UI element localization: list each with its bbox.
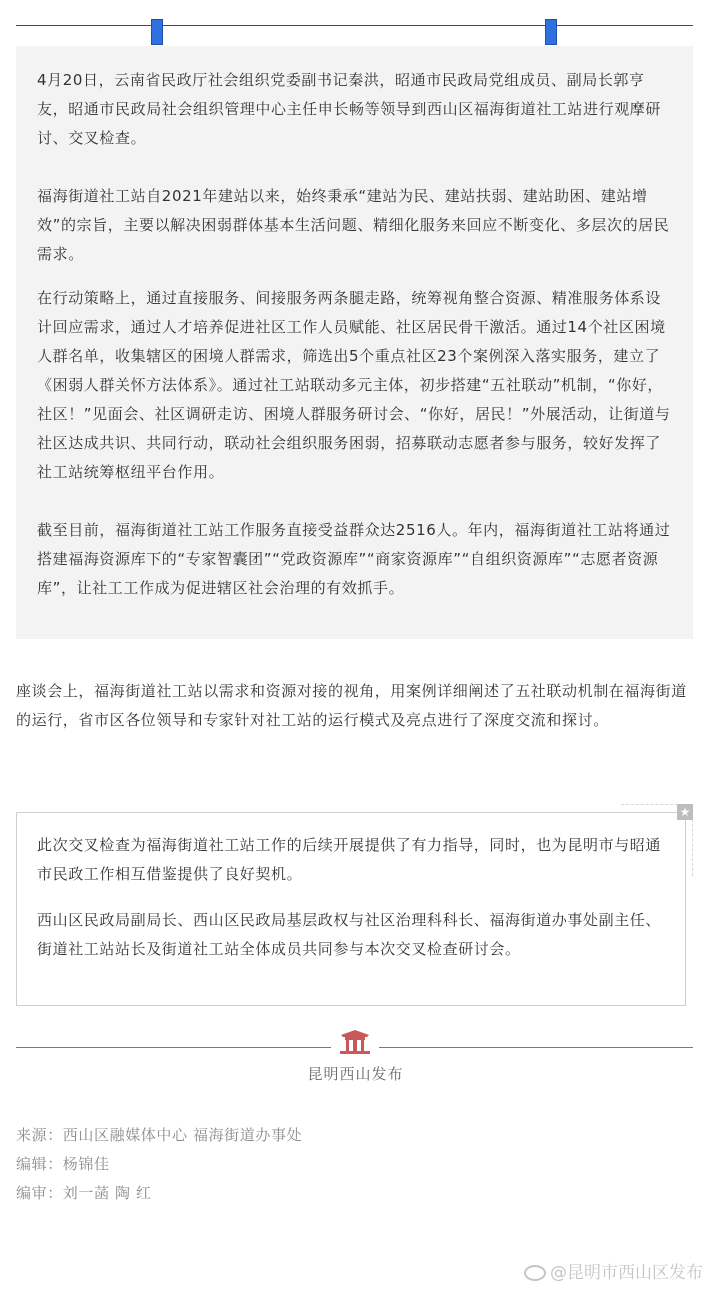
paragraph-results: 截至目前，福海街道社工站工作服务直接受益群众达2516人。年内，福海街道社工站将通过搭建福海资源库下的“专家智囊团”“党政资源库”“商家资源库”“自组织资源库”“志愿者资源库”，让社工工作成为促进辖区社会治理的有效抓手。 bbox=[37, 521, 671, 597]
paragraph-strategy: 在行动策略上，通过直接服务、间接服务两条腿走路，统筹视角整合资源、精准服务体系设计回应需求，通过人才培养促进社区工作人员赋能、社区居民骨干激活。通过14个社区困境人群名单，收集辖区的困境人群需求，筛选出5个重点社区23个案例深入落实服务，建立了《困弱人群关怀方法体系》。通过社工站联动多元主体，初步搭建“五社联动”机制，“你好，社区！”见面会、社区调研走访、困境人群服务研讨会、“你好，居民！”外展活动，让街道与社区达成共识、共同行动，联动社会组织服务困弱，招募联动志愿者参与服务，较好发挥了社工站统筹枢纽平台作用。 bbox=[37, 289, 671, 481]
summary-box bbox=[16, 812, 686, 1006]
paragraph-visit: 4月20日，云南省民政厅社会组织党委副书记秦洪，昭通市民政局党组成员、副局长郭亨友，昭通市民政局社会组织管理中心主任申长畅等领导到西山区福海街道社工站进行观摩研讨、交叉检查。 bbox=[37, 71, 662, 147]
highlight-box bbox=[16, 46, 693, 639]
left-marker bbox=[151, 19, 163, 45]
pavilion-logo-icon bbox=[337, 1029, 373, 1057]
weibo-watermark bbox=[524, 1258, 703, 1283]
star-icon: ★ bbox=[677, 804, 693, 820]
weibo-icon bbox=[524, 1265, 546, 1281]
paragraph-attendees: 西山区民政局副局长、西山区民政局基层政权与社区治理科科长、福海街道办事处副主任、街道社工站站长及街道社工站全体成员共同参与本次交叉检查研讨会。 bbox=[37, 911, 662, 958]
watermark-text: @昆明市西山区发布 bbox=[550, 1263, 703, 1283]
paragraph-guidance: 此次交叉检查为福海街道社工站工作的后续开展提供了有力指导，同时，也为昆明市与昭通市民政工作相互借鉴提供了良好契机。 bbox=[37, 836, 662, 883]
paragraph-symposium: 座谈会上，福海街道社工站以需求和资源对接的视角，用案例详细阐述了五社联动机制在福海街道的运行，省市区各位领导和专家针对社工站的运行模式及亮点进行了深度交流和探讨。 bbox=[16, 682, 687, 729]
credit-editor: 编辑：杨锦佳 bbox=[16, 1155, 110, 1173]
credit-reviewer: 编审：刘一菡 陶 红 bbox=[16, 1184, 152, 1202]
right-red-divider bbox=[379, 1047, 693, 1048]
brand-name: 昆明西山发布 bbox=[307, 1065, 404, 1083]
paragraph-station-intro: 福海街道社工站自2021年建站以来，始终秉承“建站为民、建站扶弱、建站助困、建站增效”的宗旨，主要以解决困弱群体基本生活问题、精细化服务来回应不断变化、多层次的居民需求。 bbox=[37, 187, 670, 263]
top-divider bbox=[16, 25, 693, 26]
left-red-divider bbox=[16, 1047, 331, 1048]
credit-source: 来源：西山区融媒体中心 福海街道办事处 bbox=[16, 1126, 303, 1144]
right-marker bbox=[545, 19, 557, 45]
